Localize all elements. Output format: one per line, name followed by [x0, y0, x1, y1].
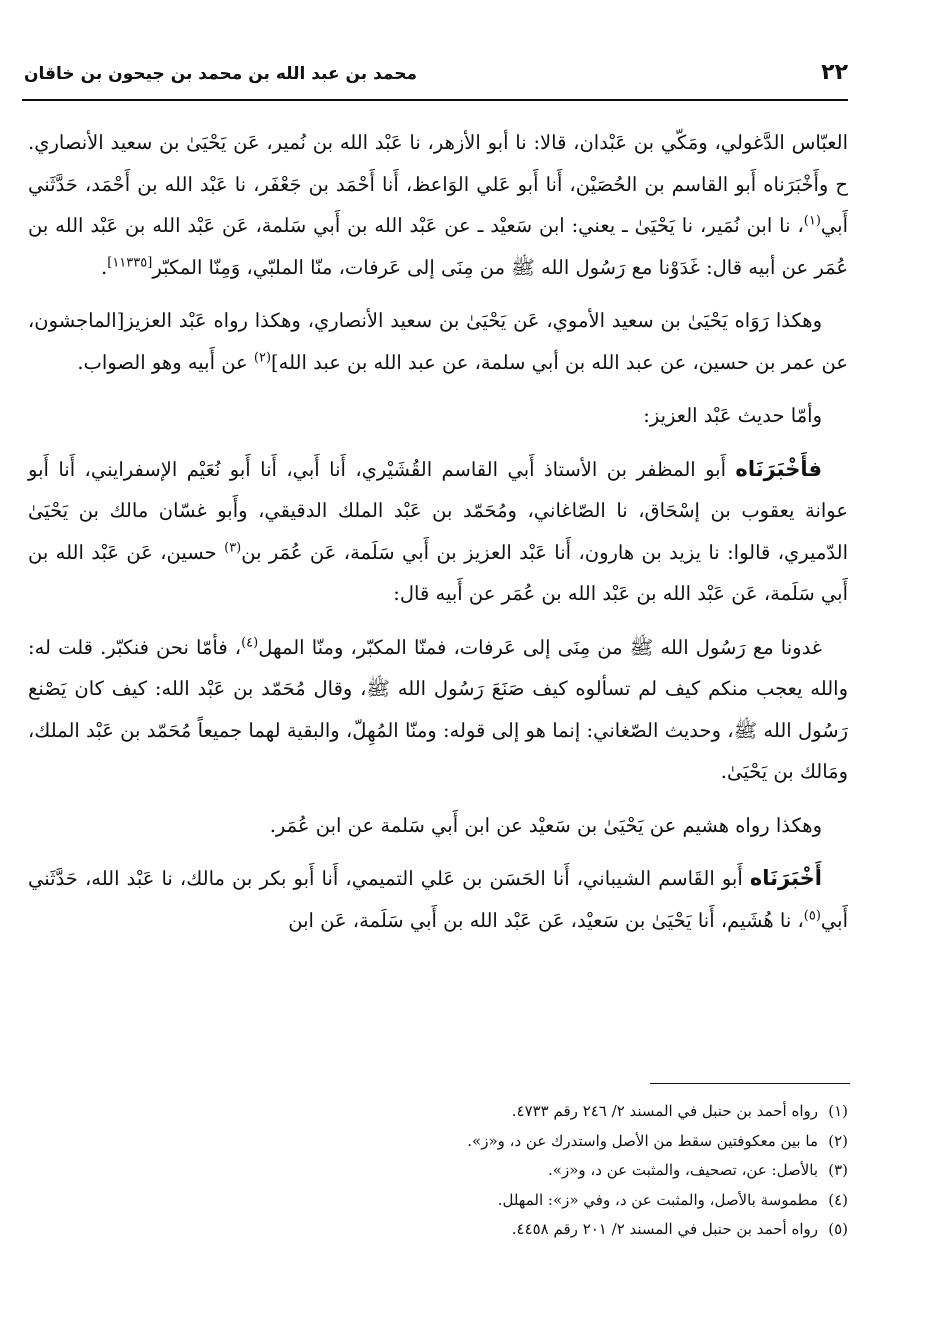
text-segment: أَبو المظفر بن الأستاذ أَبي القاسم القُشَيْري، أَنا أَبي، أَنا أَبو نُعَيْم الإسفرايني، أَنا أَبو عوانة يعقوب بن إسْحَاق، نا الصّاغاني، ومُحَمّد بن عَبْد الملك الدقيقي، وأَبو غسّان مالك بن يَحْيَىٰ الدّميري، قالوا: نا يزيد بن هارون، أَنا عَبْد العزيز بن أَبي سَلَمة، عَن عُمَر بن	[28, 457, 848, 564]
text-segment: أَبو القَاسم الشيباني، أَنا الحَسَن بن عَلي التميمي، أَنا أَبو بكر بن مالك، نا عَبْد الله، حَدَّثَني أَبي	[28, 867, 848, 932]
text-segment: حسين، عَن عَبْد الله بن أَبي سَلَمة، عَن عَبْد الله بن عَبْد الله بن عُمَر عن أَبيه قال:	[28, 540, 848, 605]
text-segment: ، فأمّا نحن فنكبّر. قلت له: والله يعجب منكم كيف لم تسألوه كيف صَنَعَ رَسُول الله ﷺ، وقال مُحَمّد بن عَبْد الله: كيف كان يَصْنع رَسُول الله ﷺ، وحديث الصّغاني: إنما هو إلى قوله: ومنّا المُهِلّ، والبقية لهما جميعاً مُحَمّد بن عَبْد الملك، ومَالك بن يَحْيَىٰ.	[28, 635, 848, 783]
footnote-reference: (٢)	[253, 350, 272, 365]
text-segment: عن أَبيه وهو الصواب.	[77, 350, 254, 374]
text-segment: وهكذا رواه هشيم عن يَحْيَىٰ بن سَعيْد عن ابن أَبي سَلمة عن ابن عُمَر.	[269, 813, 822, 837]
paragraph	[28, 805, 848, 847]
footnote-item	[28, 1156, 848, 1186]
paragraph	[28, 122, 848, 288]
paragraph	[28, 627, 848, 793]
page-header	[24, 58, 848, 100]
footnote-number: (١)	[828, 1102, 848, 1120]
footnote-number: (٣)	[828, 1161, 848, 1179]
footnote-number: (٥)	[828, 1220, 848, 1238]
text-segment: .	[101, 255, 108, 279]
footnote-text: بالأصل: عن، تصحيف، والمثبت عن د، و«ز».	[548, 1161, 818, 1179]
main-text	[28, 122, 848, 953]
text-segment: ، نا ابن نُمَير، نا يَحْيَىٰ ـ يعني: ابن سَعيْد ـ عن عَبْد الله بن أَبي سَلمة، عَن عَبْد الله بن عَبْد الله بن عُمَر عن أبيه قال: غَدَوْنا مع رَسُول الله ﷺ من مِنَى إلى عَرفات، منّا الملبّي، وَمِنّا المكبّر	[28, 214, 848, 279]
footnote-item	[28, 1186, 848, 1216]
footnote-item	[28, 1097, 848, 1127]
paragraph	[28, 395, 848, 437]
footnote-text: ما بين معكوفتين سقط من الأصل واستدرك عن د، و«ز».	[467, 1131, 818, 1150]
footnote-number: (٢)	[828, 1131, 848, 1150]
paragraph-lead-word: أَخْبَرَنَاه	[749, 866, 822, 890]
paragraph-lead-word: فأَخْبَرَنَاه	[735, 456, 822, 481]
text-segment: وهكذا رَوَاه يَحْيَىٰ بن سعيد الأموي، عَن يَحْيَىٰ بن سعيد الأنصاري، وهكذا رواه عَبْد العزيز[الماجشون، عن عمر بن حسين، عن عبد الله بن أبي سلمة، عن عبد الله بن عبد الله]	[28, 309, 848, 374]
paragraph	[28, 300, 848, 383]
footnote-number: (٤)	[828, 1190, 848, 1209]
footnote-divider	[650, 1083, 850, 1084]
footnote-text: رواه أحمد بن حنبل في المسند ٢/ ٢٠١ رقم ٤٤٥٨.	[511, 1220, 818, 1238]
footnote-reference: (١)	[803, 213, 821, 229]
page-number: ٢٢	[821, 60, 848, 85]
text-segment: وأمّا حديث عَبْد العزيز:	[643, 404, 822, 427]
footnotes	[28, 1097, 848, 1245]
footnote-reference: (٣)	[224, 540, 242, 555]
footnote-text: رواه أحمد بن حنبل في المسند ٢/ ٢٤٦ رقم ٤٧٣٣.	[511, 1102, 818, 1120]
paragraph	[28, 449, 848, 615]
footnote-reference: (٤)	[241, 635, 259, 650]
running-head: محمد بن عبد الله بن محمد بن جيحون بن خاقان	[24, 64, 418, 84]
footnote-item	[28, 1215, 848, 1245]
text-segment: ، نا هُشَيم، أَنا يَحْيَىٰ بن سَعيْد، عَن عَبْد الله بن أَبي سَلَمة، عَن ابن	[288, 908, 804, 932]
footnote-reference: [١١٣٣٥]	[107, 255, 153, 270]
text-segment: العبّاس الدَّغولي، ومَكّي بن عَبْدان، قالا: نا أبو الأزهر، نا عَبْد الله بن نُمير، عَن يَحْيَىٰ بن سعيد الأنصاري. ح وأَخْبَرَناه أَبو القاسم بن الحُصَيْن، أَنا أَبو عَلي الوَاعظ، أَنا أَحْمَد بن جَعْفَر، نا عَبْد الله بن أَحْمَد، حَدَّثَني أَبي	[28, 131, 848, 237]
footnote-item	[28, 1127, 848, 1157]
text-segment: غدونا مع رَسُول الله ﷺ من مِنَى إلى عَرفات، فمنّا المكبّر، ومنّا المهل	[258, 635, 822, 659]
footnote-reference: (٥)	[803, 908, 821, 923]
header-divider	[22, 99, 848, 101]
paragraph	[28, 858, 848, 941]
footnote-text: مطموسة بالأصل، والمثبت عن د، وفي «ز»: المهلل.	[497, 1190, 818, 1209]
